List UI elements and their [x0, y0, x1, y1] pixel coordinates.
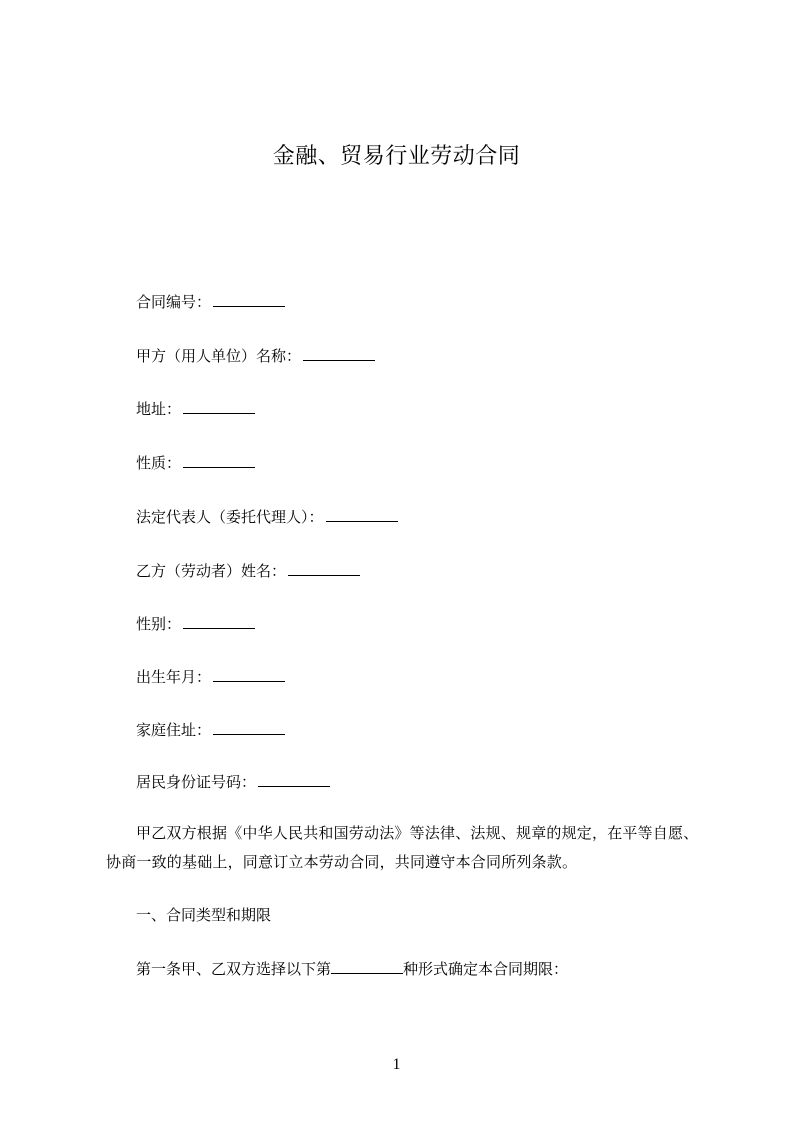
field-label: 乙方（劳动者）姓名：	[136, 562, 287, 580]
fill-blank	[213, 666, 285, 682]
field-id-number	[136, 771, 330, 792]
field-legal-representative	[136, 506, 398, 527]
field-birth-date	[136, 666, 285, 687]
field-label: 性别：	[136, 615, 182, 633]
section-heading: 一、合同类型和期限	[136, 906, 272, 924]
field-label: 出生年月：	[136, 668, 212, 686]
fill-blank	[331, 958, 403, 974]
fill-blank	[213, 291, 285, 307]
field-label: 居民身份证号码：	[136, 773, 257, 791]
field-contract-number	[136, 291, 285, 312]
fill-blank	[258, 771, 330, 787]
article-1	[136, 958, 568, 979]
field-label: 合同编号：	[136, 293, 212, 311]
field-label: 甲方（用人单位）名称：	[136, 347, 302, 365]
fill-blank	[303, 345, 375, 361]
document-title: 金融、贸易行业劳动合同	[272, 144, 521, 169]
fill-blank	[326, 506, 398, 522]
field-label: 家庭住址：	[136, 721, 212, 739]
fill-blank	[183, 398, 255, 414]
fill-blank	[288, 560, 360, 576]
field-home-address	[136, 719, 285, 740]
fill-blank	[183, 613, 255, 629]
field-employee-name	[136, 560, 360, 581]
field-employer-name	[136, 345, 375, 366]
page-number: 1	[392, 1056, 401, 1073]
fill-blank	[213, 719, 285, 735]
field-address	[136, 398, 255, 419]
article-1-text-after: 种形式确定本合同期限：	[403, 960, 569, 978]
field-label: 法定代表人（委托代理人）：	[136, 508, 324, 526]
field-gender	[136, 613, 255, 634]
intro-paragraph: 甲乙双方根据《中华人民共和国劳动法》等法律、法规、规章的规定，在平等自愿、协商一致的基础上，同意订立本劳动合同，共同遵守本合同所列条款。	[106, 824, 699, 871]
field-nature	[136, 452, 255, 473]
fill-blank	[183, 452, 255, 468]
field-label: 地址：	[136, 400, 182, 418]
article-1-text-before: 第一条甲、乙双方选择以下第	[136, 960, 332, 978]
field-label: 性质：	[136, 454, 182, 472]
